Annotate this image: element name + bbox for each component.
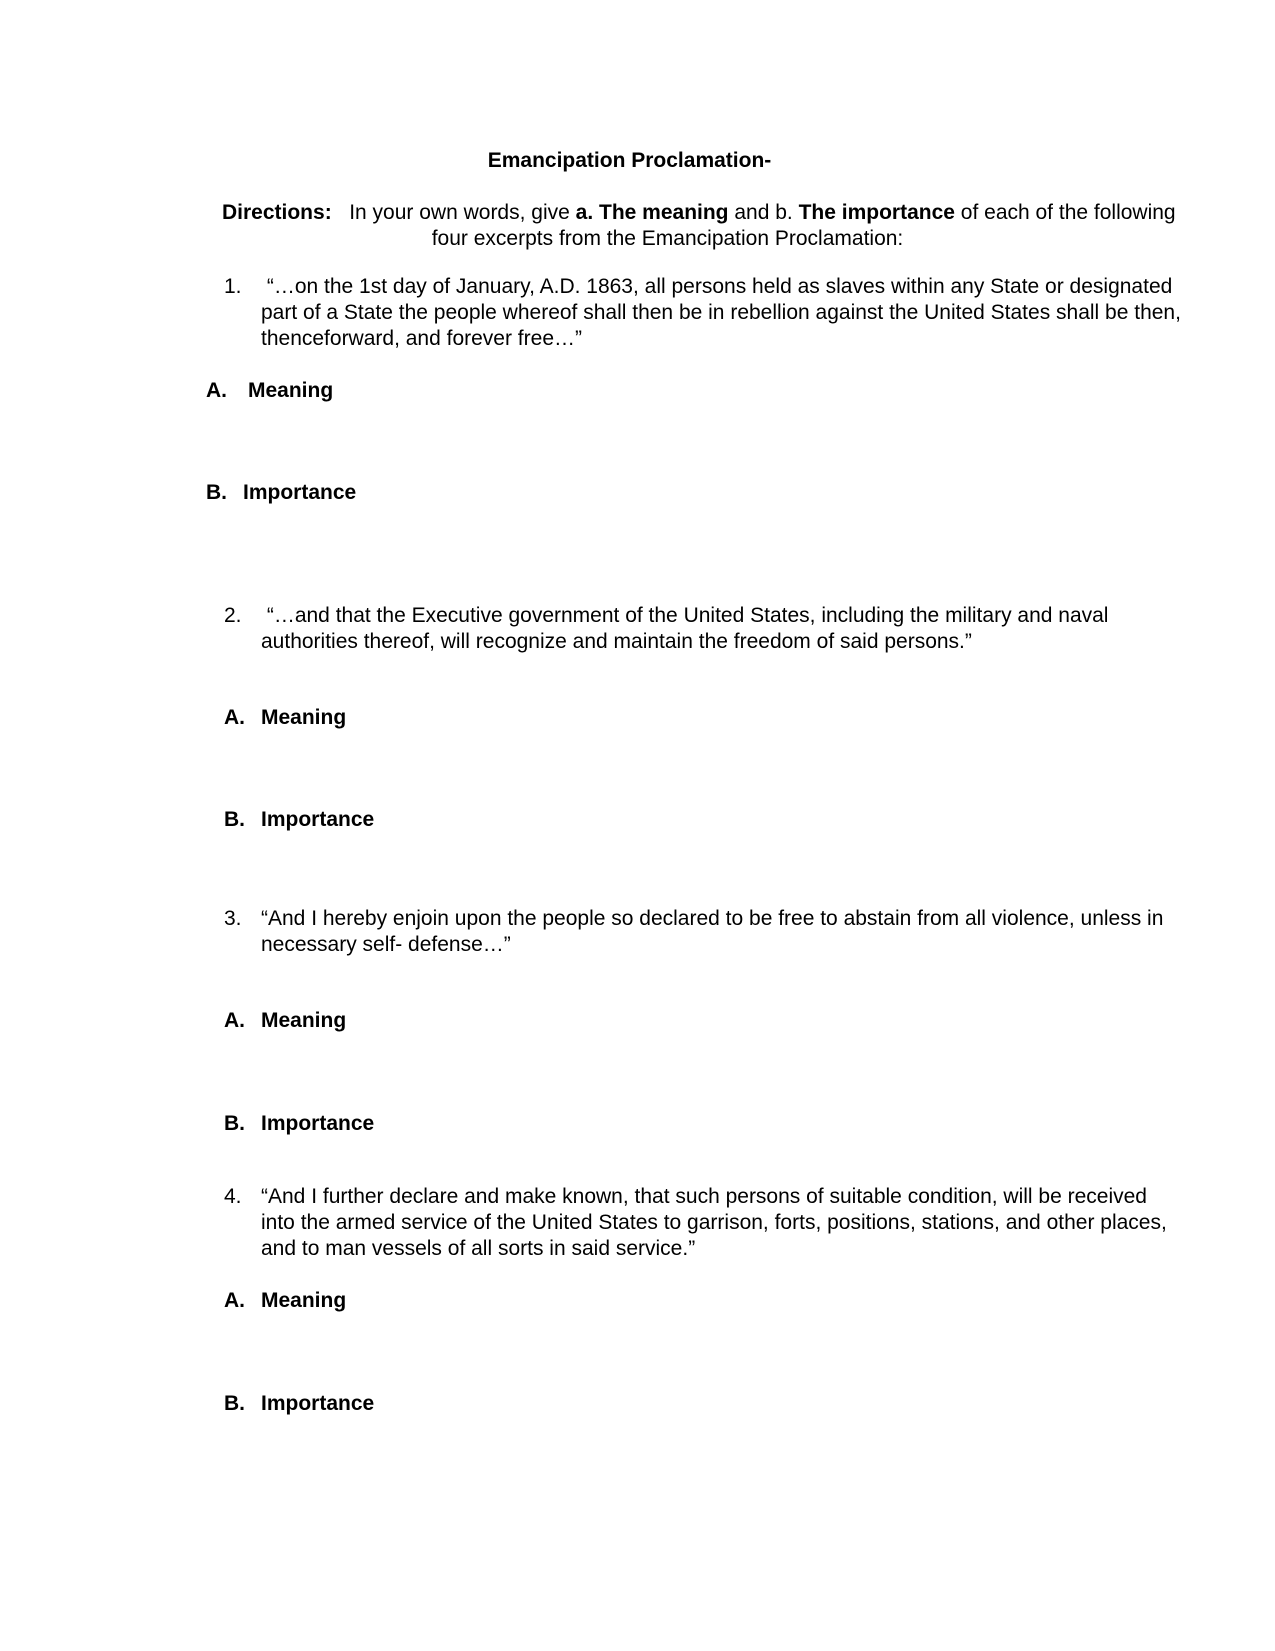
directions-label: Directions: <box>222 201 332 224</box>
question-4-a-letter: A. <box>224 1289 245 1312</box>
question-2-number: 2. <box>224 604 242 627</box>
question-4-number: 4. <box>224 1185 242 1208</box>
directions <box>222 200 1176 226</box>
question-4-b-letter: B. <box>224 1392 245 1415</box>
question-4-importance-label: Importance <box>261 1392 375 1415</box>
directions-text-1: In your own words, give <box>349 201 576 224</box>
question-2-a-letter: A. <box>224 706 245 729</box>
question-4-line-1: “And I further declare and make known, that such persons of suitable condition, will be received <box>261 1185 1147 1208</box>
question-4-line-3: and to man vessels of all sorts in said service.” <box>261 1237 696 1260</box>
question-1-meaning-label: Meaning <box>248 379 334 402</box>
question-3-meaning-label: Meaning <box>261 1009 347 1032</box>
question-1-number: 1. <box>224 275 242 298</box>
question-3-number: 3. <box>224 907 242 930</box>
question-2-line-1: “…and that the Executive government of the United States, including the military and naval <box>261 604 1109 627</box>
question-1-line-3: thenceforward, and forever free…” <box>261 327 582 350</box>
question-3-b-letter: B. <box>224 1112 245 1135</box>
question-3-importance-label: Importance <box>261 1112 375 1135</box>
question-1-line-2: part of a State the people whereof shall then be in rebellion against the United States shall be then, <box>261 301 1181 324</box>
question-1-a-letter: A. <box>206 379 227 402</box>
question-1-line-1: “…on the 1st day of January, A.D. 1863, all persons held as slaves within any State or designated <box>261 275 1173 298</box>
question-2-importance-label: Importance <box>261 808 375 831</box>
question-4-line-2: into the armed service of the United States to garrison, forts, positions, stations, and other places, <box>261 1211 1167 1234</box>
question-3-line-1: “And I hereby enjoin upon the people so declared to be free to abstain from all violence, unless in <box>261 907 1164 930</box>
question-1-b-letter: B. <box>206 481 227 504</box>
page-title: Emancipation Proclamation- <box>487 149 772 172</box>
question-4-meaning-label: Meaning <box>261 1289 347 1312</box>
question-2-line-2: authorities thereof, will recognize and maintain the freedom of said persons.” <box>261 630 972 653</box>
directions-text-3: of each of the following <box>954 201 1176 224</box>
question-1-importance-label: Importance <box>243 481 357 504</box>
question-3-line-2: necessary self- defense…” <box>261 933 511 956</box>
question-3-a-letter: A. <box>224 1009 245 1032</box>
directions-bold-importance: The importance <box>798 201 955 224</box>
directions-line-2: four excerpts from the Emancipation Proclamation: <box>431 227 904 250</box>
question-2-meaning-label: Meaning <box>261 706 347 729</box>
directions-text-2: and b. <box>728 201 799 224</box>
question-2-b-letter: B. <box>224 808 245 831</box>
directions-bold-meaning: a. The meaning <box>575 201 729 224</box>
